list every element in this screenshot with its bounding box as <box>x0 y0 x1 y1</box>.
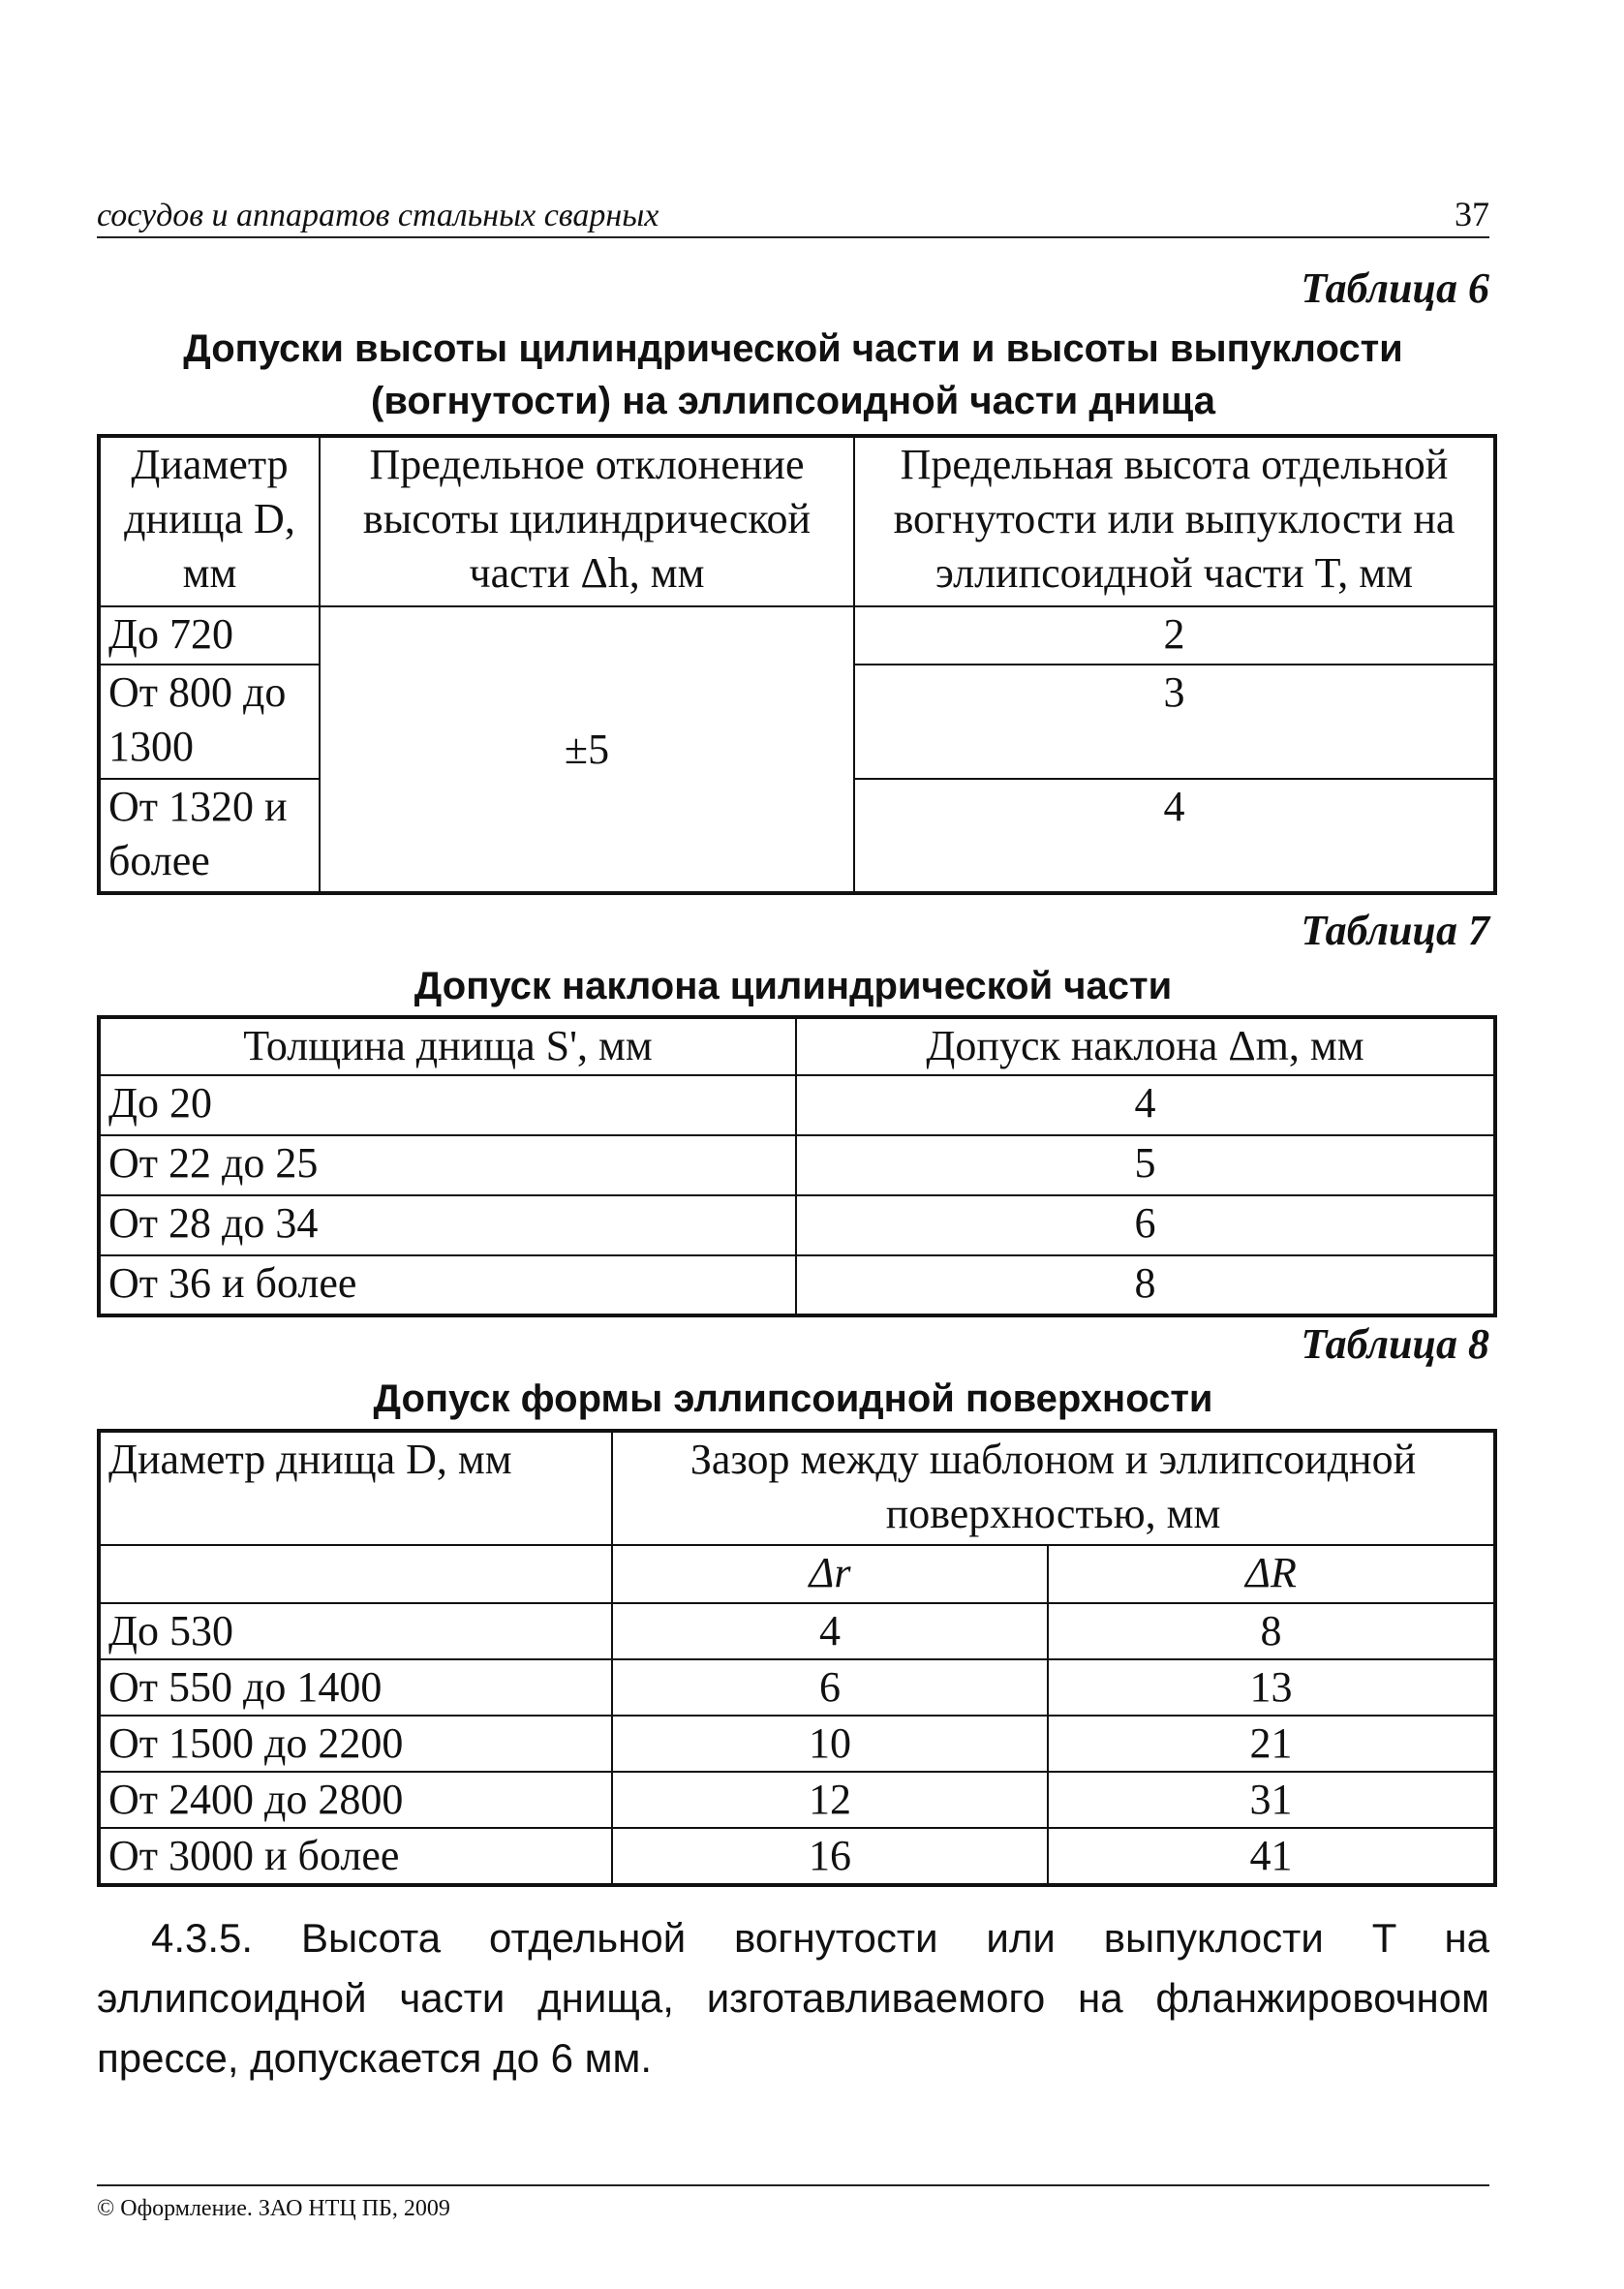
table6-cell-diameter: До 720 <box>99 606 320 665</box>
table-row <box>99 1716 1495 1772</box>
table8-cell-dR: 21 <box>1048 1716 1495 1772</box>
table7-cell-thickness: До 20 <box>99 1075 796 1135</box>
table8-label: Таблица 8 <box>1301 1320 1489 1368</box>
paragraph-text: 4.3.5. Высота отдельной вогнутости или выпуклости T на эллипсоидной части днища, изготавливаемого на фланжировочном прессе, допускается до 6 мм. <box>97 1915 1489 2081</box>
table6-label: Таблица 6 <box>1301 264 1489 312</box>
table6-title-line1: Допуски высоты цилиндрической части и высоты выпуклости <box>183 327 1403 370</box>
table7-cell-tolerance: 6 <box>796 1195 1495 1255</box>
table8-cell-diameter: От 3000 и более <box>99 1828 612 1885</box>
page-footer <box>97 2184 1489 2222</box>
table7-label: Таблица 7 <box>1301 907 1489 954</box>
table7-cell-tolerance: 5 <box>796 1135 1495 1195</box>
table8-cell-dr: 16 <box>612 1828 1048 1885</box>
table8-cell-diameter: От 550 до 1400 <box>99 1659 612 1716</box>
table7-cell-thickness: От 28 до 34 <box>99 1195 796 1255</box>
table8-cell-dR: 8 <box>1048 1603 1495 1659</box>
table6-header-height: Предельная высота отдельной вогнутости или выпуклости на эллипсоидной части T, мм <box>854 436 1495 606</box>
table6-cell-diameter: От 1320 и более <box>99 779 320 893</box>
table7-cell-tolerance: 4 <box>796 1075 1495 1135</box>
table8-cell-dr: 12 <box>612 1772 1048 1828</box>
table8-cell-diameter: От 1500 до 2200 <box>99 1716 612 1772</box>
footer-copyright: © Оформление. ЗАО НТЦ ПБ, 2009 <box>97 2196 450 2221</box>
table7 <box>97 1015 1497 1317</box>
table8-cell-dr: 6 <box>612 1659 1048 1716</box>
table6-title-line2: (вогнутости) на эллипсоидной части днища <box>371 380 1215 422</box>
table-row <box>99 1075 1495 1135</box>
table-row <box>99 606 1495 665</box>
table6-cell-height: 4 <box>854 779 1495 893</box>
table6-cell-deviation: ±5 <box>320 606 854 893</box>
page-number: 37 <box>1455 195 1489 233</box>
table-row <box>99 1603 1495 1659</box>
table7-cell-thickness: От 36 и более <box>99 1255 796 1315</box>
table8-cell-dr: 4 <box>612 1603 1048 1659</box>
table-row <box>99 1772 1495 1828</box>
table6-header-deviation: Предельное отклонение высоты цилиндрической части Δh, мм <box>320 436 854 606</box>
table7-cell-thickness: От 22 до 25 <box>99 1135 796 1195</box>
table8-header-gap: Зазор между шаблоном и эллипсоидной поверхностью, мм <box>612 1431 1495 1545</box>
table-row <box>99 1255 1495 1315</box>
table7-title: Допуск наклона цилиндрической части <box>414 965 1173 1007</box>
table8-header-diameter: Диаметр днища D, мм <box>99 1431 612 1545</box>
table7-header-tolerance: Допуск наклона Δm, мм <box>796 1017 1495 1075</box>
table-row <box>99 1195 1495 1255</box>
table8-subheader-dR: ΔR <box>1048 1545 1495 1603</box>
table6-header-row <box>99 436 1495 606</box>
table8-title: Допуск формы эллипсоидной поверхности <box>373 1377 1213 1420</box>
table6-cell-diameter: От 800 до 1300 <box>99 665 320 779</box>
table8-header-row <box>99 1431 1495 1545</box>
table8-subheader-empty <box>99 1545 612 1603</box>
table-row <box>99 1659 1495 1716</box>
table7-cell-tolerance: 8 <box>796 1255 1495 1315</box>
table8-subheader-row <box>99 1545 1495 1603</box>
table8-cell-dR: 31 <box>1048 1772 1495 1828</box>
table-row <box>99 1828 1495 1885</box>
table8-cell-diameter: От 2400 до 2800 <box>99 1772 612 1828</box>
paragraph-4-3-5 <box>97 1908 1489 2088</box>
page-header <box>97 190 1489 238</box>
table6-cell-height: 2 <box>854 606 1495 665</box>
table6-header-diameter: Диаметр днища D, мм <box>99 436 320 606</box>
table6-cell-height: 3 <box>854 665 1495 779</box>
table-row <box>99 1135 1495 1195</box>
table8-cell-diameter: До 530 <box>99 1603 612 1659</box>
table6 <box>97 434 1497 895</box>
table7-header-thickness: Толщина днища S', мм <box>99 1017 796 1075</box>
running-title: сосудов и аппаратов стальных сварных <box>97 198 659 233</box>
table7-header-row <box>99 1017 1495 1075</box>
table8-cell-dR: 41 <box>1048 1828 1495 1885</box>
table8-cell-dR: 13 <box>1048 1659 1495 1716</box>
table8-subheader-dr: Δr <box>612 1545 1048 1603</box>
table8-cell-dr: 10 <box>612 1716 1048 1772</box>
table8 <box>97 1429 1497 1887</box>
